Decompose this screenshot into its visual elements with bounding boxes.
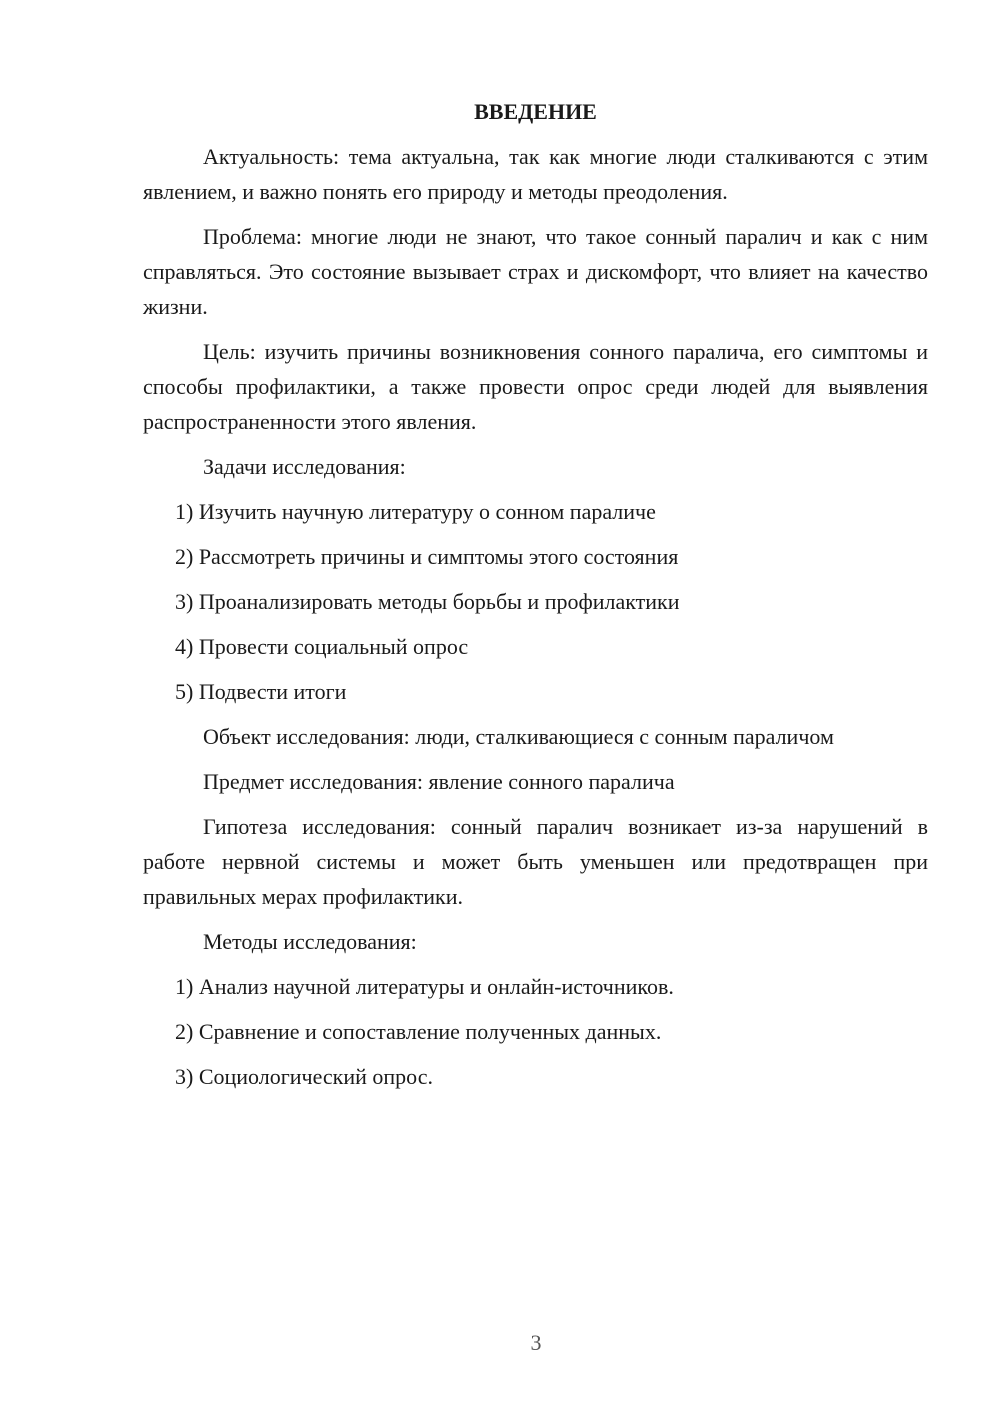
method-item: 1) Анализ научной литературы и онлайн-источников. (175, 974, 674, 999)
method-item: 2) Сравнение и сопоставление полученных данных. (175, 1019, 662, 1044)
relevance-paragraph: Актуальность: тема актуальна, так как многие люди сталкиваются с этим явлением, и важно понять его природу и методы преодоления. (143, 144, 928, 204)
object-paragraph: Объект исследования: люди, сталкивающиеся с сонным параличом (203, 724, 834, 749)
subject-paragraph: Предмет исследования: явление сонного паралича (203, 769, 675, 794)
tasks-heading: Задачи исследования: (203, 454, 406, 479)
problem-paragraph: Проблема: многие люди не знают, что такое сонный паралич и как с ним справляться. Это состояние вызывает страх и дискомфорт, что влияет на качество жизни. (143, 224, 928, 319)
task-item: 5) Подвести итоги (175, 679, 347, 704)
task-item: 4) Провести социальный опрос (175, 634, 469, 659)
task-item: 3) Проанализировать методы борьбы и профилактики (175, 589, 680, 614)
methods-heading: Методы исследования: (203, 929, 417, 954)
goal-paragraph: Цель: изучить причины возникновения сонного паралича, его симптомы и способы профилактики, а также провести опрос среди людей для выявления распространенности этого явления. (143, 339, 928, 434)
hypothesis-paragraph: Гипотеза исследования: сонный паралич возникает из-за нарушений в работе нервной системы и может быть уменьшен или предотвращен при правильных мерах профилактики. (143, 814, 928, 909)
page-number: 3 (530, 1330, 542, 1355)
method-item: 3) Социологический опрос. (175, 1064, 433, 1089)
task-item: 2) Рассмотреть причины и симптомы этого состояния (175, 544, 679, 569)
page-content (143, 94, 928, 1104)
task-item: 1) Изучить научную литературу о сонном параличе (175, 499, 656, 524)
page-title: ВВЕДЕНИЕ (474, 99, 597, 124)
